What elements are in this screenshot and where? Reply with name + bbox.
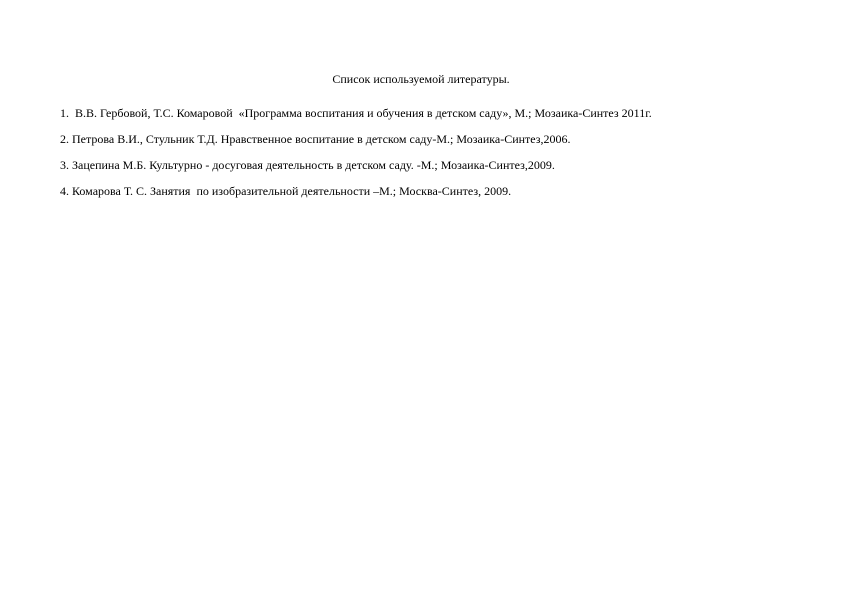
reference-item: 3. Зацепина М.Б. Культурно - досуговая деятельность в детском саду. -М.; Мозаика-Синтез,2009. xyxy=(60,158,555,172)
reference-item: 4. Комарова Т. С. Занятия по изобразительной деятельности –М.; Москва-Синтез, 2009. xyxy=(60,184,512,198)
reference-item: 1. В.В. Гербовой, Т.С. Комаровой «Программа воспитания и обучения в детском саду», М.; Мозаика-Синтез 2011г. xyxy=(60,106,652,120)
reference-list xyxy=(60,106,652,210)
page-title: Список используемой литературы. xyxy=(332,72,510,86)
reference-item: 2. Петрова В.И., Стульник Т.Д. Нравственное воспитание в детском саду-М.; Мозаика-Синтез,2006. xyxy=(60,132,571,146)
